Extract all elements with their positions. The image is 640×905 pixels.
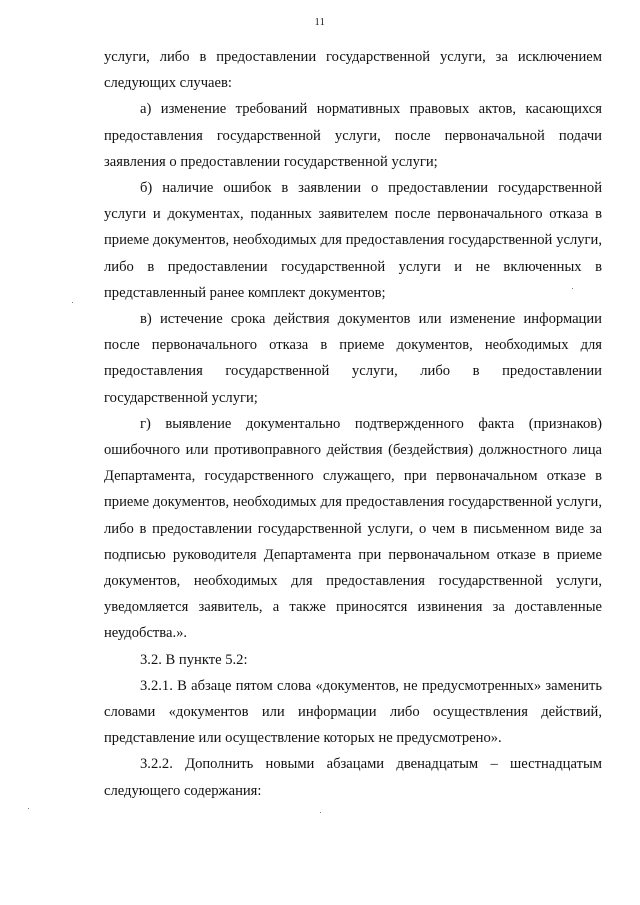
scan-speck: [572, 288, 573, 289]
paragraph-3-2: 3.2. В пункте 5.2:: [140, 651, 248, 668]
paragraph-item-v: в) истечение срока действия документов или изменение информации после первоначального отказа в приеме документов, необходимых для предоставления государственной услуги, либо в предоставлении государственной услуги;: [104, 311, 602, 406]
paragraph-item-a: а) изменение требований нормативных правовых актов, касающихся предоставления государственной услуги, после первоначальной подачи заявления о предоставлении государственной услуги;: [104, 101, 602, 170]
paragraph-3-2-1: 3.2.1. В абзаце пятом слова «документов, не предусмотренных» заменить словами «документов или информации либо осуществления действий, представление или осуществление которых не предусмотрено».: [104, 677, 602, 747]
document-body: [104, 44, 602, 804]
paragraph-item-g: г) выявление документально подтвержденного факта (признаков) ошибочного или противоправного действия (бездействия) должностного лица Департамента, государственного служащего, при первоначальном отказе в приеме документов, необходимых для предоставления государственной услуги, либо в предоставлении государственной услуги, о чем в письменном виде за подписью руководителя Департамента при первоначальном отказе в приеме документов, необходимых для предоставления государственной услуги, уведомляется заявитель, а также приносятся извинения за доставленные неудобства.».: [104, 415, 602, 642]
paragraph-3-2-2: 3.2.2. Дополнить новыми абзацами двенадцатым – шестнадцатым следующего содержания:: [104, 756, 602, 799]
page-number: 11: [314, 17, 326, 28]
scan-speck: [72, 302, 73, 303]
scan-speck: [28, 808, 29, 809]
paragraph-item-b: б) наличие ошибок в заявлении о предоставлении государственной услуги и документах, поданных заявителем после первоначального отказа в приеме документов, необходимых для предоставления государственной услуги, либо в предоставлении государственной услуги и не включенных в представленный ранее комплект документов;: [104, 180, 602, 301]
scan-speck: [320, 812, 321, 813]
paragraph-continuation: услуги, либо в предоставлении государственной услуги, за исключением следующих случаев:: [104, 49, 602, 92]
